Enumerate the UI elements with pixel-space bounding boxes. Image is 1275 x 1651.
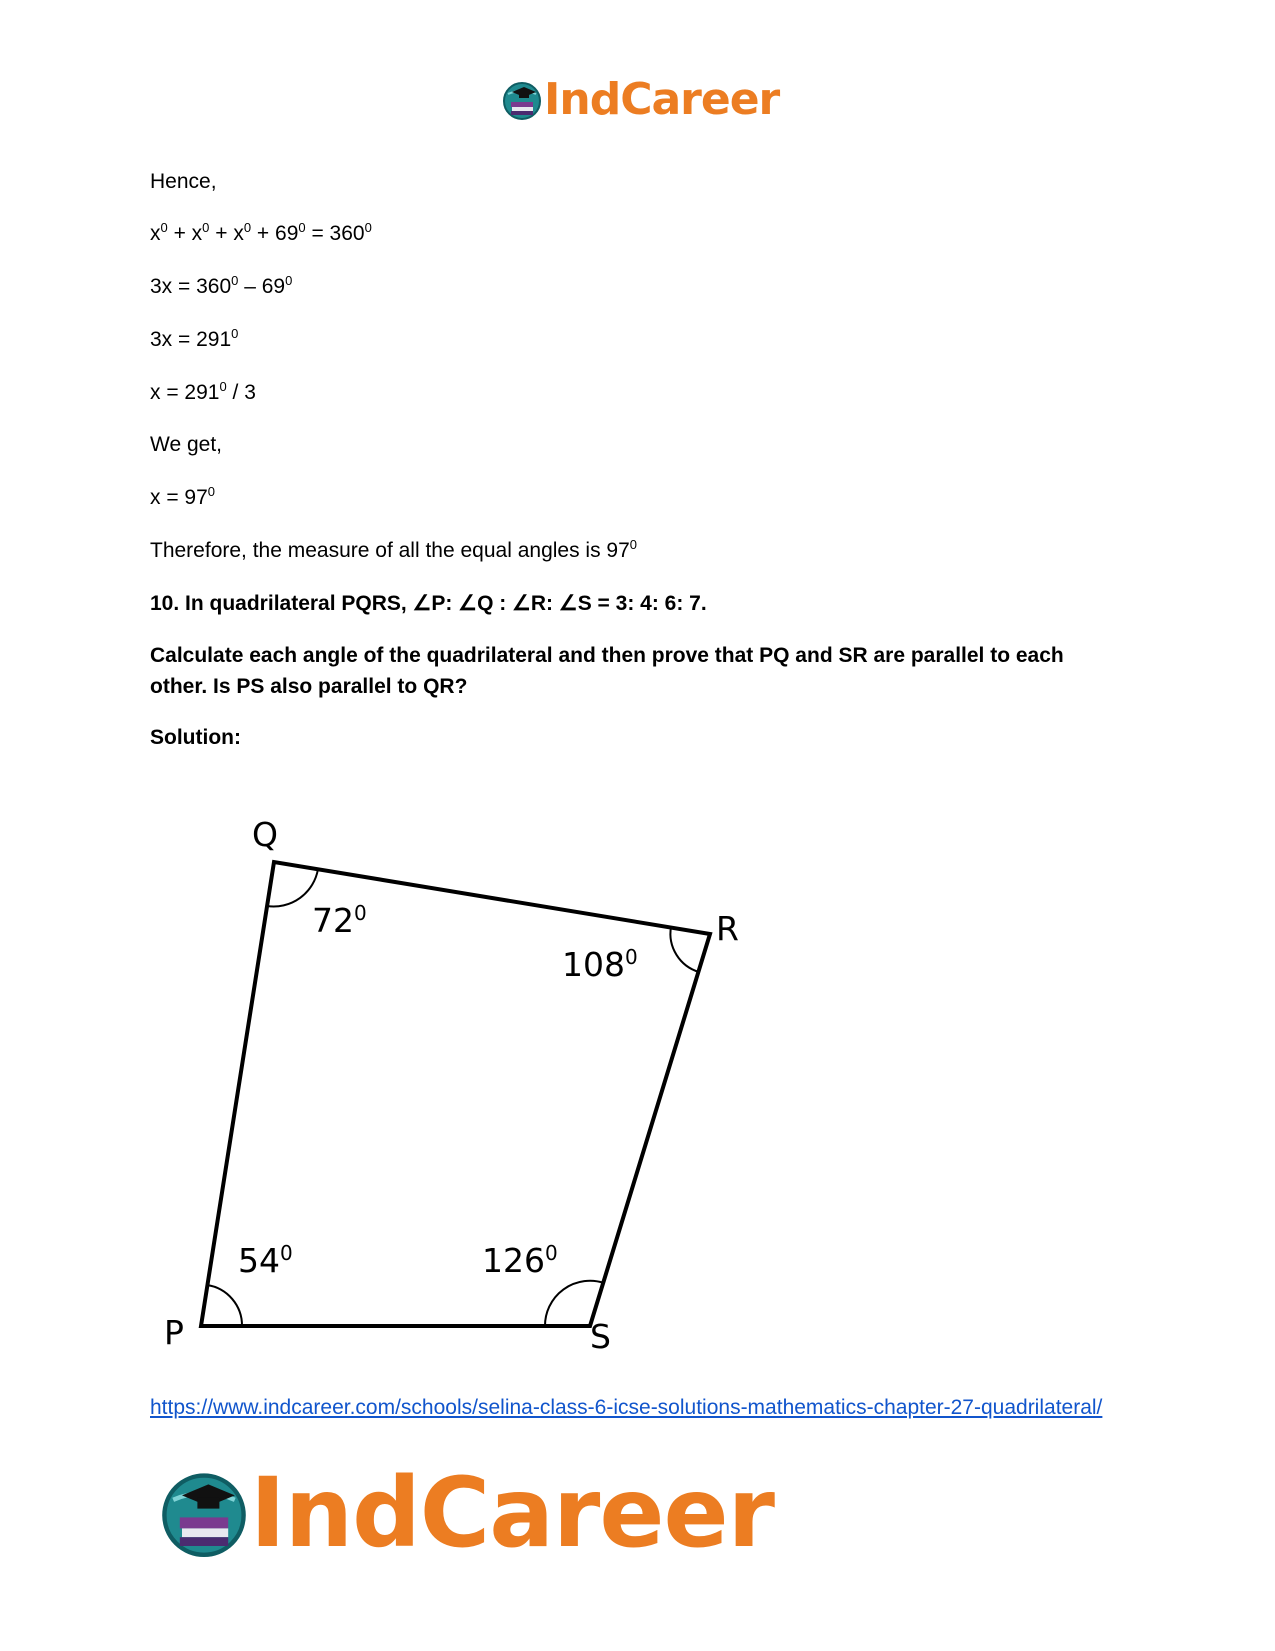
angle-arc-p xyxy=(207,1285,242,1326)
angle-label-s: $126^0$ xyxy=(482,1241,558,1280)
equation-3x-diff: $3x = 360^0 - 69^0$ xyxy=(150,273,293,298)
footer-logo xyxy=(160,1457,774,1569)
angle-arc-r xyxy=(670,927,699,972)
text-hence: Hence, xyxy=(150,170,217,193)
question-10-instruction: Calculate each angle of the quadrilateral and then prove that PQ and SR are parallel to each other. Is PS also parallel to QR? xyxy=(150,644,1064,698)
angle-arc-q xyxy=(267,869,318,906)
logo-text: IndCareer xyxy=(544,74,780,125)
source-link[interactable]: https://www.indcareer.com/schools/selina-class-6-icse-solutions-mathematics-chapter-27-quadrilateral/ xyxy=(150,1396,1103,1419)
logo-text: IndCareer xyxy=(250,1457,774,1569)
question-10: 10. In quadrilateral PQRS, ∠P: ∠Q : ∠R: ∠S = 3: 4: 6: 7. xyxy=(150,592,707,615)
equation-3x-291: $3x = 291^0$ xyxy=(150,326,239,351)
vertex-label-q: Q xyxy=(252,815,278,854)
text-we-get: We get, xyxy=(150,433,222,456)
globe-logo-icon xyxy=(160,1469,248,1557)
angle-label-q: $72^0$ xyxy=(312,901,367,940)
solution-heading: Solution: xyxy=(150,726,241,749)
header-logo xyxy=(502,74,780,125)
vertex-label-r: R xyxy=(716,909,739,948)
angle-label-r: $108^0$ xyxy=(562,945,638,984)
globe-logo-icon xyxy=(502,80,542,120)
equation-x-divide: $x = 291^0 / 3$ xyxy=(150,379,256,404)
equation-sum: $x^0 + x^0 + x^0 + 69^0 = 360^0$ xyxy=(150,220,372,245)
vertex-label-p: P xyxy=(164,1313,184,1352)
quadrilateral-diagram xyxy=(150,812,770,1352)
text-conclusion: Therefore, the measure of all the equal angles is $97^0$ xyxy=(150,537,638,562)
equation-x-97: $x = 97^0$ xyxy=(150,484,216,509)
vertex-label-s: S xyxy=(590,1317,611,1352)
angle-label-p: $54^0$ xyxy=(238,1241,293,1280)
